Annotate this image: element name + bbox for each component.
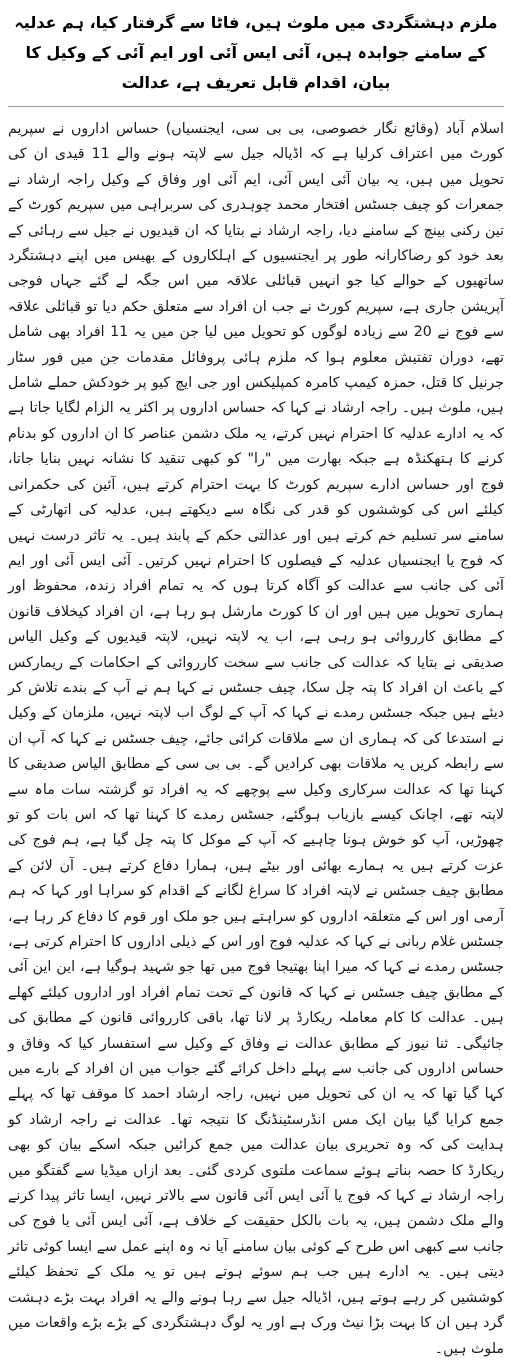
- article-body: اسلام آباد (وقائع نگار خصوصی، بی بی سی، ایجنسیاں) حساس اداروں نے سپریم کورٹ میں اعتراف کرلیا ہے کہ اڈیالہ جیل سے لاپتہ ہونے والے 11 قیدی ان کی تحویل میں ہیں، یہ بیان آئی ایس آئی، ایم آئی اور وفاق کے وکیل راجہ ارشاد نے جمعرات کو چیف جسٹس افتخار محمد چوہدری کی سربراہی میں سپریم کورٹ کے تین رکنی بینچ کے سامنے دیا، راجہ ارشاد نے بتایا کہ ان قیدیوں نے جیل سے رہائی کے بعد خود کو رضاکارانہ طور پر ایجنسیوں کے اہلکاروں کے بھیس میں اپنے دہشتگرد ساتھیوں کے حوالے کیا جو انہیں قبائلی علاقہ میں اس جگہ لے گئے جہاں فوجی آپریشن جاری ہے، سپریم کورٹ نے جب ان افراد سے متعلق حکم دیا تو قبائلی علاقہ سے فوج نے 20 سے زیادہ لوگوں کو تحویل میں لیا جن میں یہ 11 افراد بھی شامل تھے، دوران تفتیش معلوم ہوا کہ ملزم ہائی پروفائل مقدمات جن میں فور سٹار جرنیل کا قتل، حمزہ کیمپ کامرہ کمپلیکس اور جی ایچ کیو پر خودکش حملے شامل ہیں، ملوث ہیں۔ راجہ ارشاد نے کہا کہ حساس اداروں پر اکثر یہ الزام لگایا جاتا ہے کہ یہ ادارے عدلیہ کا احترام نہیں کرتے، یہ ملک دشمن عناصر کا ان اداروں کو بدنام کرنے کا ہتھکنڈہ ہے جبکہ بھارت میں "را" کو کبھی تنقید کا نشانہ نہیں بنایا جاتا، فوج اور حساس ادارے سپریم کورٹ کا بہت احترام کرتے ہیں، آئین کی حکمرانی کیلئے اس کی کوششوں کو قدر کی نگاہ سے دیکھتے ہیں، عدلیہ کی اتھارٹی کے سامنے سر تسلیم خم کرتے ہیں اور عدالتی حکم کے پابند ہیں۔ یہ تاثر درست نہیں کہ فوج یا ایجنسیاں عدلیہ کے فیصلوں کا احترام نہیں کرتیں۔ آئی ایس آئی اور ایم آئی کی جانب سے عدالت کو آگاہ کرتا ہوں کہ یہ تمام افراد زندہ، محفوظ اور ہماری تحویل میں ہیں اور ان کا کورٹ مارشل ہو رہا ہے، ان افراد کیخلاف قانون کے مطابق کارروائی ہو رہی ہے، اب یہ لاپتہ نہیں، لاپتہ قیدیوں کے وکیل الیاس صدیقی نے بتایا کہ عدالت کی جانب سے سخت کارروائی کے احکامات کے ریمارکس کے باعث ان افراد کا پتہ چل سکا، چیف جسٹس نے کہا ہم نے آپ کے بندے تلاش کر دیئے ہیں جبکہ جسٹس رمدے نے کہا کہ آپ کے لوگ اب لاپتہ نہیں، ملزمان کے وکیل نے استدعا کی کہ ہماری ان سے ملاقات کرائی جائے، چیف جسٹس نے کہا کہ آپ ان سے رابطہ کریں یہ ملاقات بھی کرادیں گے۔ بی بی سی کے مطابق الیاس صدیقی کا کہنا تھا کہ عدالت سرکاری وکیل سے پوچھے کہ یہ افراد تو گزشتہ سات ماہ سے لاپتہ تھے، اچانک کیسے بازیاب ہوگئے، جسٹس رمدے کا کہنا تھا کہ اس بات کو تو چھوڑیں، آپ کو خوش ہونا چاہیے کہ آپ کے موکل کا پتہ چل گیا ہے، ہم فوج کی عزت کرتے ہیں یہ ہمارے بھائی اور بیٹے ہیں، ہمارا دفاع کرتے ہیں۔ آن لائن کے مطابق چیف جسٹس نے لاپتہ افراد کا سراغ لگانے کے اقدام کو سراہا اور کہا کہ ہم آرمی اور اس کے متعلقہ اداروں کو سراہتے ہیں جو ملک اور قوم کا دفاع کر رہا ہے، جسٹس غلام ربانی نے کہا کہ عدلیہ فوج اور اس کے ذیلی اداروں کا احترام کرتی ہے، جسٹس رمدے نے کہا کہ میرا اپنا بھتیجا فوج میں تھا جو شہید ہوگیا ہے، این این آئی کے مطابق چیف جسٹس نے کہا کہ قانون کے تحت تمام افراد اور اداروں کیلئے کھلے ہیں۔ عدالت کا کام معاملہ ریکارڈ پر لانا تھا، باقی کارروائی قانون کے مطابق کی جائیگی۔ ثنا نیوز کے مطابق عدالت نے وفاق کے وکیل سے استفسار کیا کہ وفاق و حساس اداروں کی جانب سے پہلے داخل کرائے گئے جواب میں ان افراد کے بارے میں کہا گیا تھا کہ یہ ان کی تحویل میں نہیں، راجہ ارشاد احمد کا موقف تھا کہ پہلے جمع کرایا گیا بیان ایک مس انڈرسٹینڈنگ کا نتیجہ تھا۔ عدالت نے راجہ ارشاد کو ہدایت کی کہ وہ تحریری بیان عدالت میں جمع کرائیں جبکہ اسکے بیان کو بھی ریکارڈ کا حصہ بناتے ہوئے سماعت ملتوی کردی گئی۔ بعد ازاں میڈیا سے گفتگو میں راجہ ارشاد نے کہا کہ فوج یا آئی ایس آئی قانون سے بالاتر نہیں، ایسا تاثر پیدا کرنے والے ملک دشمن ہیں، یہ بات بالکل حقیقت کے خلاف ہے، آئی ایس آئی یا فوج کی جانب سے کبھی اس طرح کے کوئی بیان سامنے آیا نہ وہ اپنے عمل سے ایسا کوئی تاثر دیتی ہیں۔ یہ ادارے ہیں جب ہم سوئے ہوتے ہیں تو یہ ملک کے تحفظ کیلئے کوششیں کر رہے ہوتے ہیں، اڈیالہ جیل سے رہا ہونے والے یہ افراد بہت بڑے دہشت گرد ہیں ان کا بہت بڑا نیٹ ورک ہے اور یہ لوگ دہشتگردی کے بڑے بڑے واقعات میں ملوث ہیں۔: [8, 121, 504, 1357]
- article-headline: ملزم دہشتگردی میں ملوث ہیں، فاٹا سے گرفتار کیا، ہم عدلیہ کے سامنے جوابدہ ہیں، آئی ایس آئی اور ایم آئی کے وکیل کا بیان، اقدام قابل تعریف ہے، عدالت: [14, 13, 498, 92]
- headline-divider: [8, 106, 504, 107]
